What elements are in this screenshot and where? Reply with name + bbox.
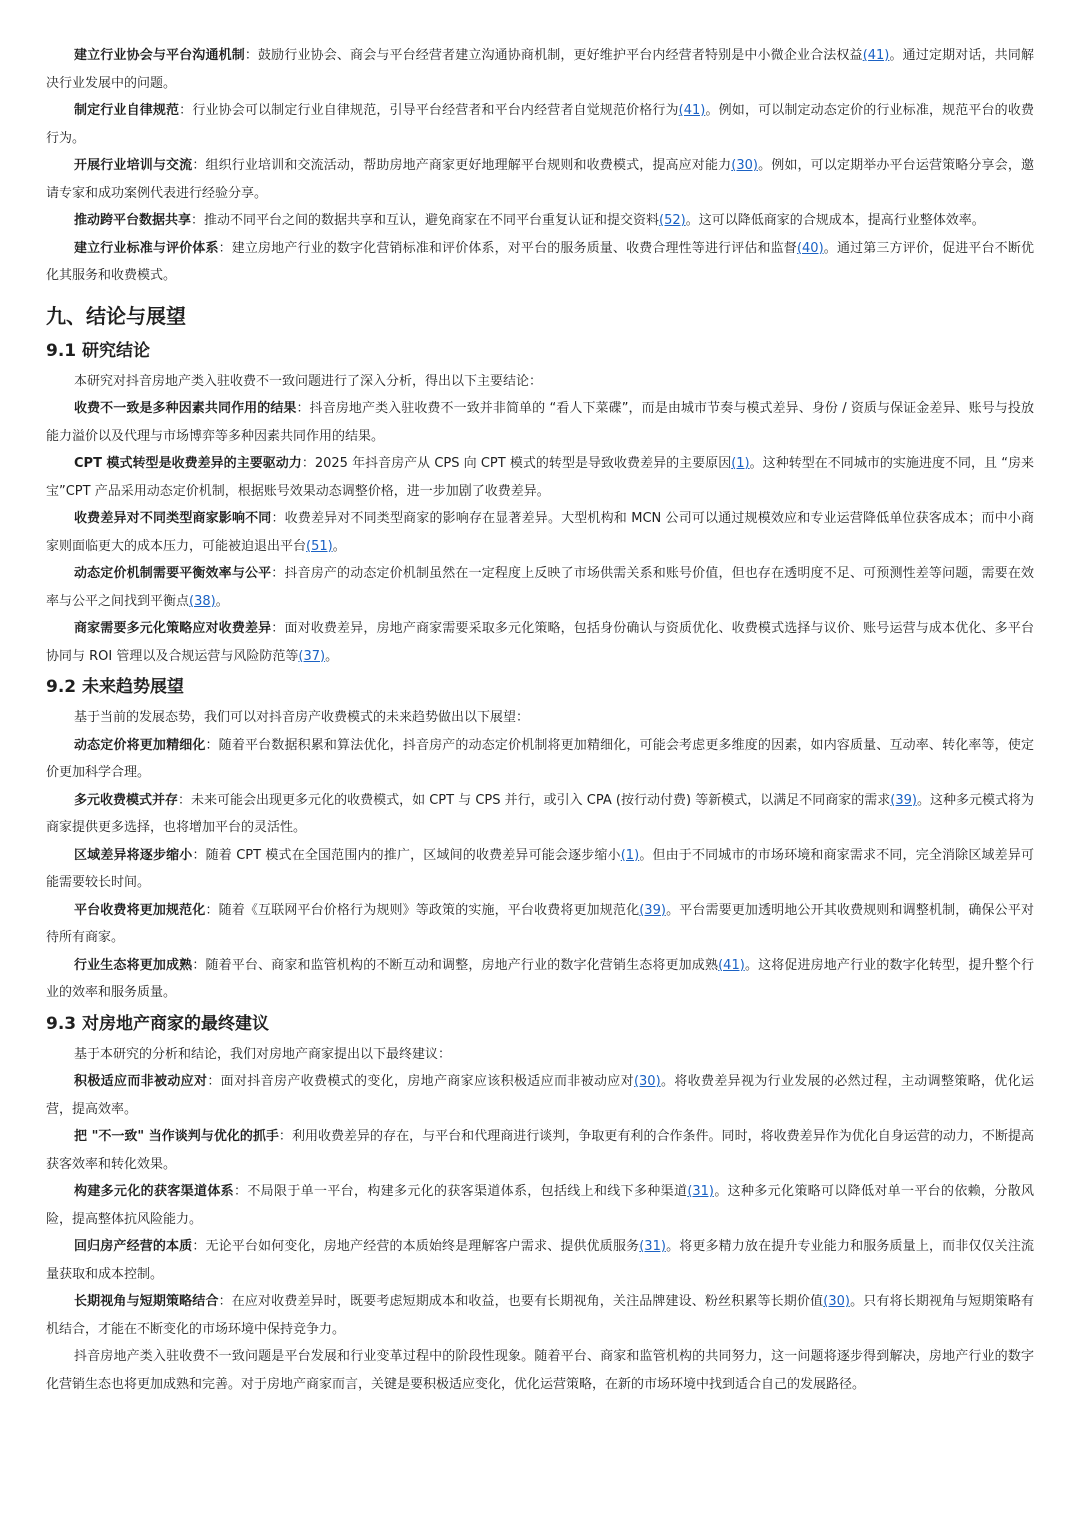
item-title: 收费不一致是多种因素共同作用的结果 [74,401,297,416]
item-title: 建立行业协会与平台沟通机制 [74,48,245,63]
item-title: 行业生态将更加成熟 [74,957,193,973]
citation-link[interactable]: (41) [862,48,890,63]
citation-link[interactable]: (1) [731,456,750,471]
item-title: 平台收费将更加规范化 [74,902,206,918]
list-item: 推动跨平台数据共享：推动不同平台之间的数据共享和互认，避免商家在不同平台重复认证和提交资料(52)。这可以降低商家的合规成本，提高行业整体效率。 [74,213,985,228]
item-title: 制定行业自律规范 [74,103,180,118]
chapter-title: 九、结论与展望 [46,303,186,328]
citation-link[interactable]: (30) [731,158,758,173]
list-item: 构建多元化的获客渠道体系：不局限于单一平台，构建多元化的获客渠道体系，包括线上和线下多种渠道(31)。这种多元化策略可以降低对单一平台的依赖，分散风险，提高整体抗风险能力。 [46,1184,1034,1227]
list-item: 收费不一致是多种因素共同作用的结果：抖音房地产类入驻收费不一致并非简单的 “看人下菜碟”，而是由城市节奏与模式差异、身份 / 资质与保证金差异、账号与投放能力溢价以及代理与市场博弈等多种因素共同作用的结果。 [46,401,1034,444]
section-intro: 基于当前的发展态势，我们可以对抖音房产收费模式的未来趋势做出以下展望： [74,710,530,725]
item-title: 动态定价将更加精细化 [74,737,206,753]
industry-measures-list [46,42,1034,290]
section-intro: 基于本研究的分析和结论，我们对房地产商家提出以下最终建议： [74,1046,452,1062]
item-title: 区域差异将逐步缩小 [74,847,193,863]
item-title: 积极适应而非被动应对 [74,1074,208,1089]
item-title: 动态定价机制需要平衡效率与公平 [74,566,272,581]
item-title: CPT 模式转型是收费差异的主要驱动力 [74,456,302,471]
item-title: 多元收费模式并存 [74,792,179,808]
citation-link[interactable]: (30) [633,1074,661,1089]
citation-link[interactable]: (38) [189,593,216,609]
list-item: 动态定价将更加精细化：随着平台数据积累和算法优化，抖音房产的动态定价机制将更加精细化，可能会考虑更多维度的因素，如内容质量、互动率、转化率等，使定价更加科学合理。 [46,737,1034,780]
list-item: 建立行业标准与评价体系：建立房地产行业的数字化营销标准和评价体系，对平台的服务质量、收费合理性等进行评估和监督(40)。通过第三方评价，促进平台不断优化其服务和收费模式。 [46,240,1034,283]
list-item: 平台收费将更加规范化：随着《互联网平台价格行为规则》等政策的实施，平台收费将更加规范化(39)。平台需要更加透明地公开其收费规则和调整机制，确保公平对待所有商家。 [46,902,1034,945]
citation-link[interactable]: (41) [678,103,706,118]
citation-link[interactable]: (31) [639,1239,666,1254]
list-item: 开展行业培训与交流：组织行业培训和交流活动，帮助房地产商家更好地理解平台规则和收费模式，提高应对能力(30)。例如，可以定期举办平台运营策略分享会，邀请专家和成功案例代表进行经验分享。 [46,158,1034,201]
list-item: 把 "不一致" 当作谈判与优化的抓手：利用收费差异的存在，与平台和代理商进行谈判，争取更有利的合作条件。同时，将收费差异作为优化自身运营的动力，不断提高获客效率和转化效果。 [46,1129,1034,1172]
section-title-9-2: 9.2 未来趋势展望 [46,677,185,697]
list-item: 区域差异将逐步缩小：随着 CPT 模式在全国范围内的推广，区域间的收费差异可能会逐步缩小(1)。但由于不同城市的市场环境和商家需求不同，完全消除区域差异可能需要较长时间。 [46,847,1034,890]
citation-link[interactable]: (39) [890,792,917,808]
item-title: 推动跨平台数据共享 [74,213,192,228]
list-item: 制定行业自律规范：行业协会可以制定行业自律规范，引导平台经营者和平台内经营者自觉规范价格行为(41)。例如，可以制定动态定价的行业标准，规范平台的收费行为。 [46,103,1034,146]
list-item: 建立行业协会与平台沟通机制：鼓励行业协会、商会与平台经营者建立沟通协商机制，更好维护平台内经营者特别是中小微企业合法权益(41)。通过定期对话，共同解决行业发展中的问题。 [46,48,1034,91]
list-item: 收费差异对不同类型商家影响不同：收费差异对不同类型商家的影响存在显著差异。大型机构和 MCN 公司可以通过规模效应和专业运营降低单位获客成本；而中小商家则面临更大的成本压力，可能被迫退出平台(51)。 [46,511,1034,554]
list-item: 积极适应而非被动应对：面对抖音房产收费模式的变化，房地产商家应该积极适应而非被动应对(30)。将收费差异视为行业发展的必然过程，主动调整策略，优化运营，提高效率。 [46,1074,1034,1117]
citation-link[interactable]: (41) [718,957,745,973]
citation-link[interactable]: (51) [306,538,333,554]
citation-link[interactable]: (52) [659,213,686,228]
section-title-9-3: 9.3 对房地产商家的最终建议 [46,1013,270,1034]
item-title: 建立行业标准与评价体系 [74,240,219,256]
item-title: 商家需要多元化策略应对收费差异 [74,621,272,636]
citation-link[interactable]: (1) [620,847,640,863]
item-title: 长期视角与短期策略结合 [74,1294,219,1309]
citation-link[interactable]: (31) [687,1184,714,1199]
item-title: 构建多元化的获客渠道体系 [74,1184,234,1199]
list-item: 回归房产经营的本质：无论平台如何变化，房地产经营的本质始终是理解客户需求、提供优质服务(31)。将更多精力放在提升专业能力和服务质量上，而非仅仅关注流量获取和成本控制。 [46,1239,1034,1282]
item-title: 开展行业培训与交流 [74,158,193,173]
item-title: 收费差异对不同类型商家影响不同 [74,511,272,526]
citation-link[interactable]: (39) [639,902,666,918]
list-item: 行业生态将更加成熟：随着平台、商家和监管机构的不断互动和调整，房地产行业的数字化营销生态将更加成熟(41)。这将促进房地产行业的数字化转型，提升整个行业的效率和服务质量。 [46,957,1034,1000]
section-title-9-1: 9.1 研究结论 [46,340,151,361]
list-item: CPT 模式转型是收费差异的主要驱动力：2025 年抖音房产从 CPS 向 CPT 模式的转型是导致收费差异的主要原因(1)。这种转型在不同城市的实施进度不同，且 “房来宝”CPT 产品采用动态定价机制，根据账号效果动态调整价格，进一步加剧了收费差异。 [46,456,1034,499]
item-title: 回归房产经营的本质 [74,1239,193,1254]
closing-paragraph: 抖音房地产类入驻收费不一致问题是平台发展和行业变革过程中的阶段性现象。随着平台、商家和监管机构的共同努力，这一问题将逐步得到解决，房地产行业的数字化营销生态也将更加成熟和完善。对于房地产商家而言，关键是要积极适应变化，优化运营策略，在新的市场环境中找到适合自己的发展路径。 [46,1349,1034,1392]
item-title: 把 "不一致" 当作谈判与优化的抓手 [74,1129,279,1144]
citation-link[interactable]: (30) [823,1294,850,1309]
list-item: 动态定价机制需要平衡效率与公平：抖音房产的动态定价机制虽然在一定程度上反映了市场供需关系和账号价值，但也存在透明度不足、可预测性差等问题，需要在效率与公平之间找到平衡点(38)。 [46,566,1034,609]
citation-link[interactable]: (37) [298,648,326,664]
citation-link[interactable]: (40) [796,240,824,256]
section-intro: 本研究对抖音房地产类入驻收费不一致问题进行了深入分析，得出以下主要结论： [74,373,543,389]
list-item: 多元收费模式并存：未来可能会出现更多元化的收费模式，如 CPT 与 CPS 并行，或引入 CPA (按行动付费) 等新模式，以满足不同商家的需求(39)。这种多元模式将为商家提供更多选择，也将增加平台的灵活性。 [46,792,1034,835]
list-item: 长期视角与短期策略结合：在应对收费差异时，既要考虑短期成本和收益，也要有长期视角，关注品牌建设、粉丝积累等长期价值(30)。只有将长期视角与短期策略有机结合，才能在不断变化的市场环境中保持竞争力。 [46,1294,1034,1337]
list-item: 商家需要多元化策略应对收费差异：面对收费差异，房地产商家需要采取多元化策略，包括身份确认与资质优化、收费模式选择与议价、账号运营与成本优化、多平台协同与 ROI 管理以及合规运营与风险防范等(37)。 [46,621,1034,664]
